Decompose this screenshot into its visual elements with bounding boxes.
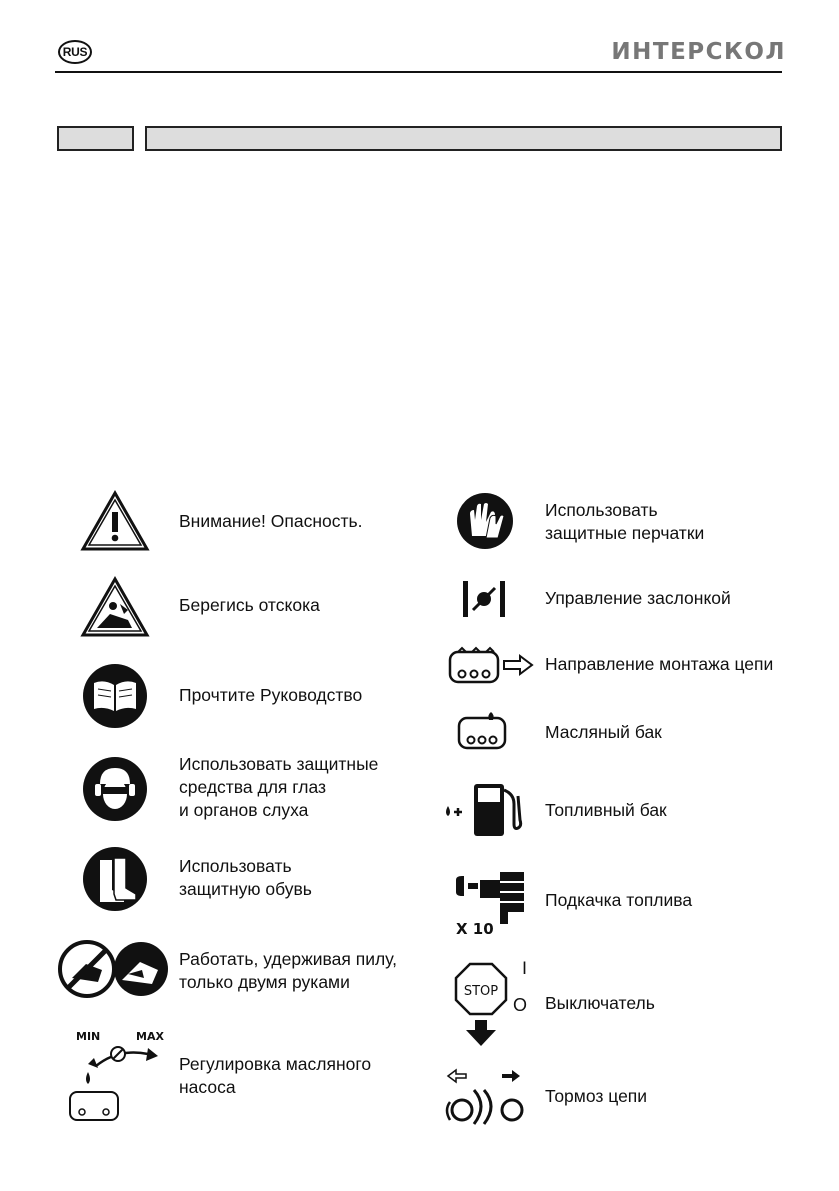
brand-logo: ИНТЕРСКОЛ	[611, 39, 786, 65]
stop-text: STOP	[463, 984, 499, 999]
section-title-box	[145, 126, 782, 151]
primer-count-label: X 10	[456, 920, 494, 938]
chain-brake-icon	[440, 1068, 532, 1128]
min-label: MIN	[76, 1030, 101, 1043]
chain-direction-icon	[446, 646, 538, 686]
symbol-label-primer: Подкачка топлива	[545, 890, 693, 910]
kickback-warning-icon	[80, 576, 150, 638]
primer-bulb-icon	[452, 868, 532, 938]
symbol-label-gloves: Использовать защитные перчатки	[545, 500, 705, 543]
symbol-label-boots: Использовать защитную обувь	[179, 856, 312, 899]
warning-triangle-icon	[80, 490, 150, 552]
symbol-label-stop-switch: Выключатель	[545, 993, 655, 1013]
protective-boots-icon	[82, 846, 148, 912]
stop-switch-icon	[454, 958, 534, 1050]
header-divider	[55, 71, 782, 73]
max-label: MAX	[136, 1030, 164, 1043]
symbol-label-kickback: Берегись отскока	[179, 595, 320, 615]
gloves-icon	[456, 492, 514, 550]
symbol-label-two-hands: Работать, удерживая пилу, только двумя руками	[179, 949, 398, 992]
language-badge: RUS	[58, 40, 92, 64]
section-number-box	[57, 126, 134, 151]
switch-on-label: I	[522, 959, 528, 979]
fuel-tank-icon	[440, 780, 526, 838]
two-hands-operation-icon	[58, 940, 170, 998]
eye-ear-protection-icon	[82, 756, 148, 822]
symbol-label-eye-ear-protection: Использовать защитные средства для глаз и органов слуха	[179, 754, 379, 820]
symbol-label-read-manual: Прочтите Руководство	[179, 685, 363, 705]
symbol-label-chain-brake: Тормоз цепи	[545, 1086, 648, 1106]
symbol-label-warning: Внимание! Опасность.	[179, 511, 363, 531]
symbol-label-oil-pump: Регулировка масляного насоса	[179, 1054, 372, 1097]
switch-off-label: O	[513, 995, 528, 1015]
choke-control-icon	[461, 579, 507, 619]
oil-pump-adjust-icon	[66, 1028, 170, 1124]
symbol-label-oil-tank: Масляный бак	[545, 722, 662, 742]
read-manual-icon	[82, 663, 148, 729]
oil-tank-icon	[455, 712, 509, 752]
symbol-label-chain-direction: Направление монтажа цепи	[545, 654, 774, 674]
symbol-label-choke: Управление заслонкой	[545, 588, 731, 608]
symbol-label-fuel-tank: Топливный бак	[545, 800, 667, 820]
